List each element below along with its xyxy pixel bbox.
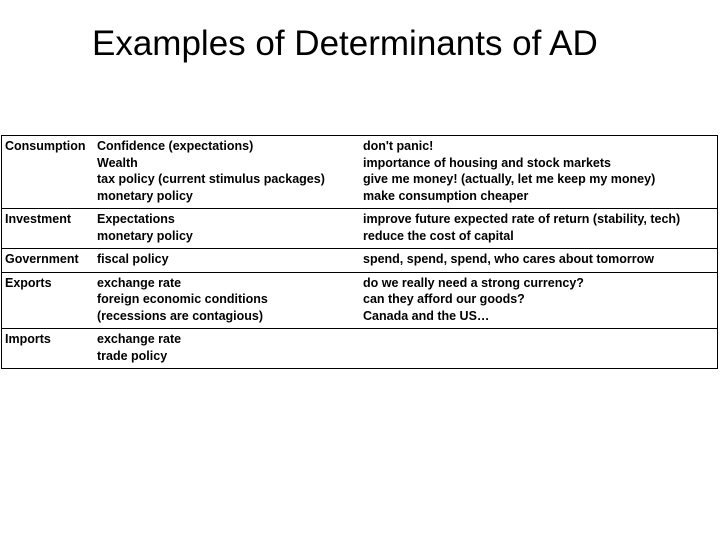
determinant-item: Confidence (expectations)	[97, 139, 254, 153]
determinant-item: exchange rate	[97, 332, 182, 346]
determinant-item: fiscal policy	[97, 252, 169, 266]
comments-cell	[363, 275, 717, 325]
determinant-item: trade policy	[97, 348, 168, 363]
determinants-cell	[97, 331, 363, 364]
determinants-table	[1, 135, 718, 369]
comment-item: Canada and the US…	[363, 308, 490, 323]
table-row-imports	[2, 328, 717, 368]
table-row-government	[2, 248, 717, 272]
comments-cell	[363, 138, 717, 204]
determinants-cell	[97, 275, 363, 325]
comment-item: spend, spend, spend, who cares about tomorrow	[363, 252, 655, 266]
determinant-item: Expectations	[97, 212, 175, 226]
comment-item: improve future expected rate of return (stability, tech)	[363, 212, 681, 226]
comments-cell	[363, 251, 717, 268]
comment-item: reduce the cost of capital	[363, 228, 514, 243]
comment-item: don't panic!	[363, 139, 434, 153]
determinants-cell	[97, 211, 363, 244]
determinant-item: exchange rate	[97, 275, 182, 290]
category-cell	[2, 211, 97, 244]
table-row-exports	[2, 272, 717, 329]
determinant-item: (recessions are contagious)	[97, 308, 264, 323]
comment-item: importance of housing and stock markets	[363, 155, 611, 170]
slide-title: Examples of Determinants of AD	[92, 24, 598, 63]
comment-item: make consumption cheaper	[363, 188, 529, 203]
comments-cell	[363, 211, 717, 244]
comment-item: give me money! (actually, let me keep my money)	[363, 172, 656, 186]
category-label: Government	[5, 252, 79, 266]
category-label: Consumption	[5, 139, 86, 153]
category-label: Exports	[5, 275, 52, 290]
determinant-item: monetary policy	[97, 188, 193, 203]
table-row-consumption	[2, 136, 717, 208]
category-cell	[2, 331, 97, 364]
determinant-item: monetary policy	[97, 228, 193, 243]
comment-item: do we really need a strong currency?	[363, 275, 584, 290]
comment-item: can they afford our goods?	[363, 292, 525, 306]
determinant-item: Wealth	[97, 155, 138, 170]
category-label: Imports	[5, 332, 51, 346]
determinants-cell	[97, 251, 363, 268]
category-cell	[2, 251, 97, 268]
category-cell	[2, 275, 97, 325]
table-row-investment	[2, 208, 717, 248]
determinants-cell	[97, 138, 363, 204]
comments-cell	[363, 331, 717, 364]
category-label: Investment	[5, 212, 71, 226]
category-cell	[2, 138, 97, 204]
determinant-item: foreign economic conditions	[97, 292, 268, 306]
determinant-item: tax policy (current stimulus packages)	[97, 172, 325, 186]
